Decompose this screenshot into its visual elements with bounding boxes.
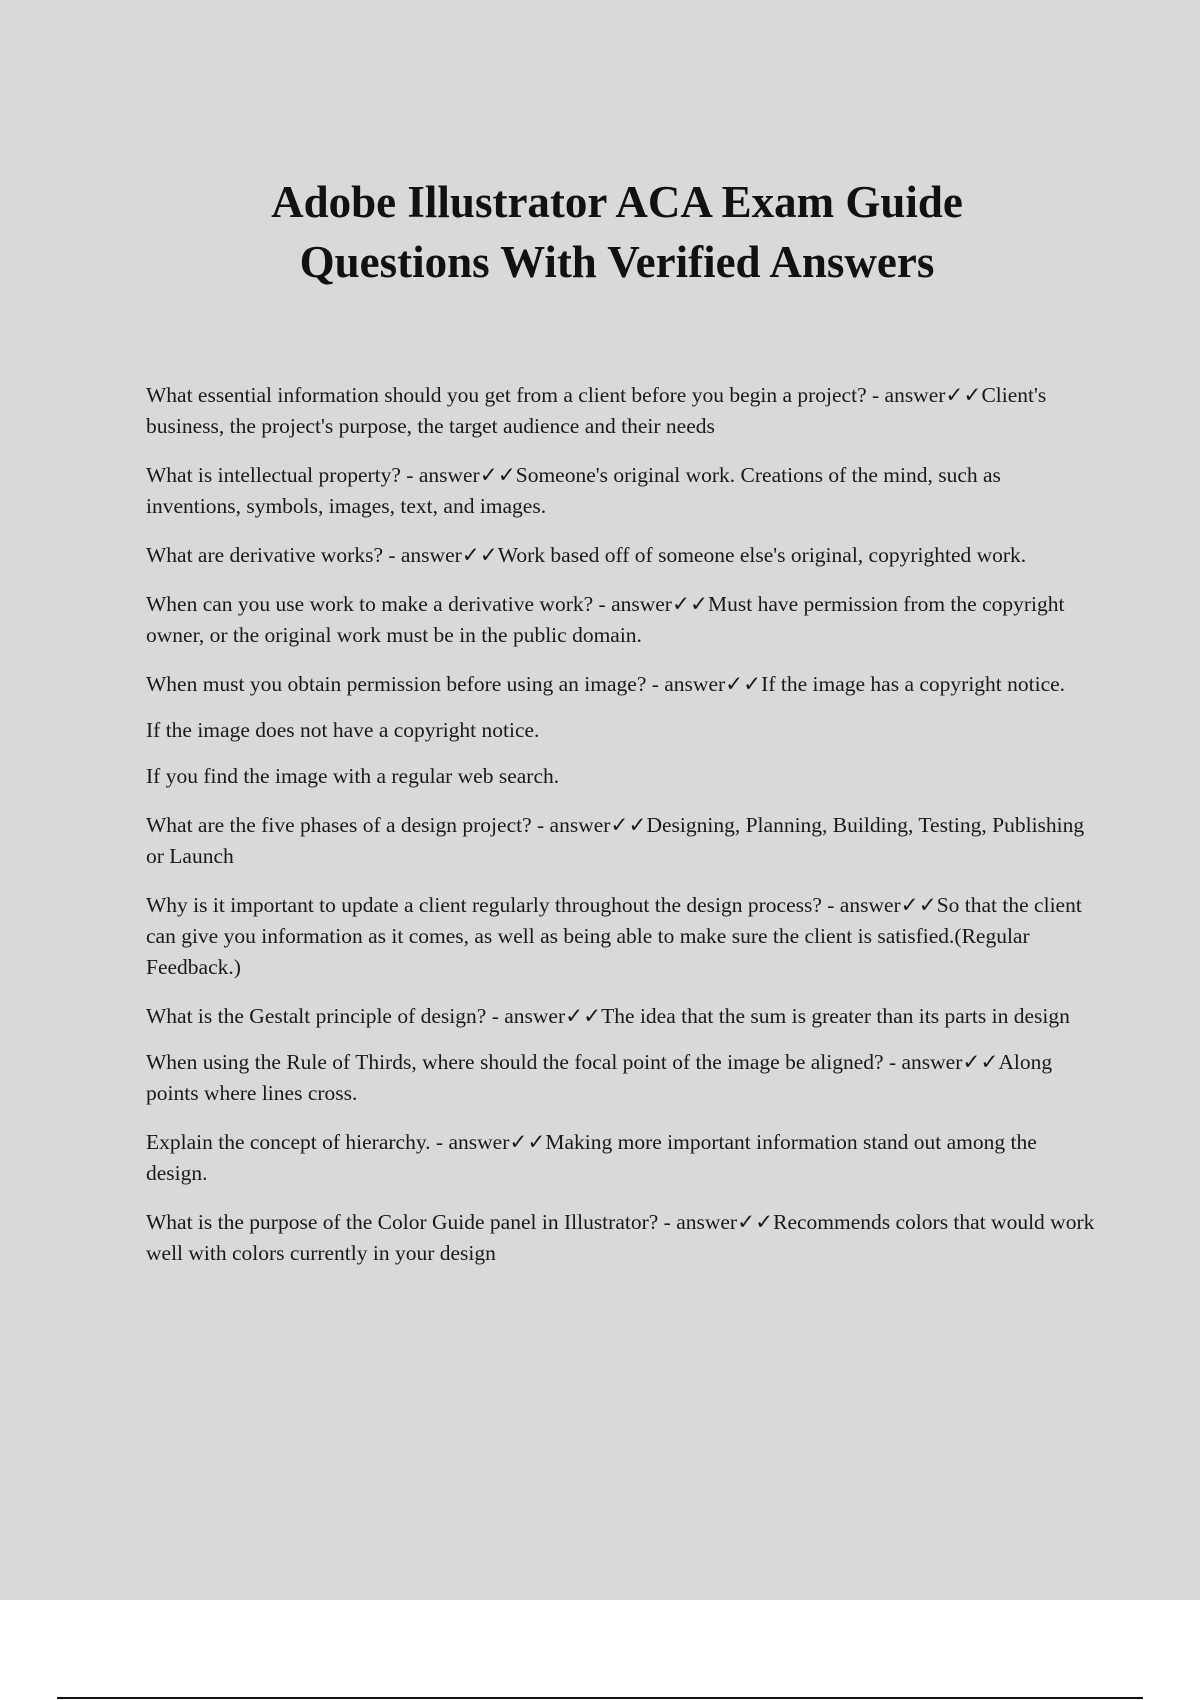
qa-paragraph: When can you use work to make a derivative work? - answer✓✓Must have permission from the copyright owner, or the original work must be in the public domain. [146, 592, 1065, 647]
qa-paragraph: What are the five phases of a design project? - answer✓✓Designing, Planning, Building, Testing, Publishing or Launch [146, 813, 1085, 868]
qa-list [146, 380, 1096, 1287]
qa-paragraph: What is the Gestalt principle of design? - answer✓✓The idea that the sum is greater than its parts in design [146, 1004, 1070, 1028]
qa-paragraph: When using the Rule of Thirds, where should the focal point of the image be aligned? - answer✓✓Along points where lines cross. [146, 1050, 1053, 1105]
qa-paragraph: Why is it important to update a client regularly throughout the design process? - answer✓✓So that the client can give you information as it comes, as well as being able to make sure the client is satisfied.(Regular Feedback.) [146, 893, 1082, 979]
qa-paragraph: What essential information should you get from a client before you begin a project? - answer✓✓Client's business, the project's purpose, the target audience and their needs [146, 383, 1047, 438]
document-title [0, 172, 1200, 292]
qa-paragraph: If the image does not have a copyright notice. [146, 718, 540, 742]
qa-paragraph: What are derivative works? - answer✓✓Work based off of someone else's original, copyrighted work. [146, 543, 1027, 567]
footer-divider [57, 1697, 1143, 1699]
title-line-1: Adobe Illustrator ACA Exam Guide [271, 177, 963, 227]
qa-paragraph: What is the purpose of the Color Guide panel in Illustrator? - answer✓✓Recommends colors that would work well with colors currently in your design [146, 1210, 1095, 1265]
qa-paragraph: What is intellectual property? - answer✓✓Someone's original work. Creations of the mind, such as inventions, symbols, images, text, and images. [146, 463, 1001, 518]
title-line-2: Questions With Verified Answers [299, 237, 935, 287]
qa-paragraph: Explain the concept of hierarchy. - answer✓✓Making more important information stand out among the design. [146, 1130, 1037, 1185]
qa-paragraph: If you find the image with a regular web search. [146, 764, 560, 788]
qa-paragraph: When must you obtain permission before using an image? - answer✓✓If the image has a copyright notice. [146, 672, 1066, 696]
